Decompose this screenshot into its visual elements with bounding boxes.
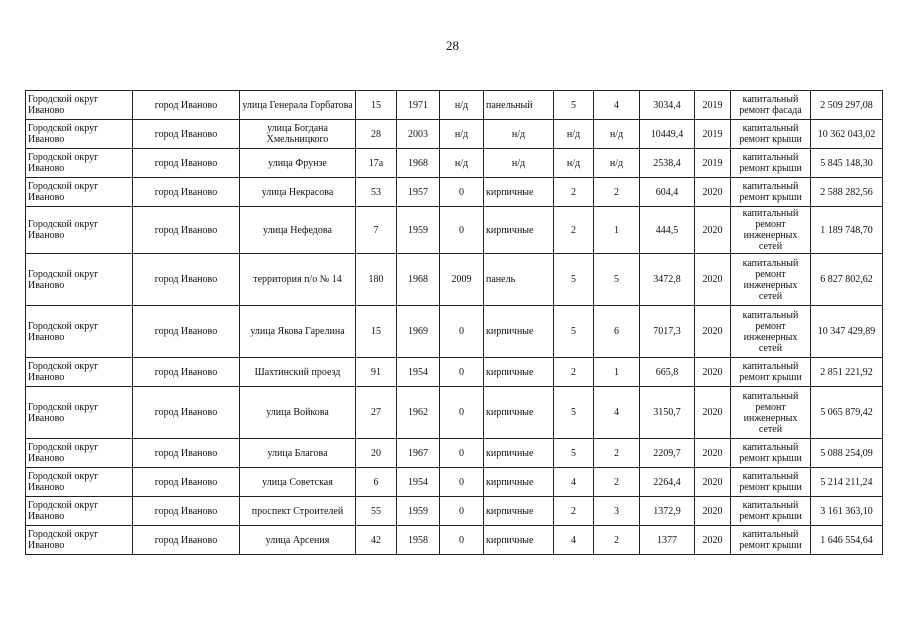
plan-year-cell: 2020	[695, 439, 731, 468]
floors-cell: 5	[554, 254, 594, 306]
settlement-cell: город Иваново	[133, 358, 240, 387]
cost-cell: 10 362 043,02	[811, 120, 883, 149]
table-row	[26, 387, 883, 439]
table-row	[26, 178, 883, 207]
year-built-cell: 1968	[397, 149, 440, 178]
overhaul-year-cell: 0	[440, 468, 484, 497]
cost-cell: 1 646 554,64	[811, 526, 883, 555]
street-cell: территория п/о № 14	[240, 254, 356, 306]
entrances-cell: 2	[594, 526, 640, 555]
plan-year-cell: 2019	[695, 149, 731, 178]
area-cell: 604,4	[640, 178, 695, 207]
table-row	[26, 91, 883, 120]
cost-cell: 3 161 363,10	[811, 497, 883, 526]
settlement-cell: город Иваново	[133, 91, 240, 120]
housing-repair-table	[25, 90, 883, 555]
wall-material-cell: кирпичные	[484, 439, 554, 468]
year-built-cell: 1958	[397, 526, 440, 555]
cost-cell: 5 214 211,24	[811, 468, 883, 497]
entrances-cell: 4	[594, 91, 640, 120]
settlement-cell: город Иваново	[133, 178, 240, 207]
overhaul-year-cell: 0	[440, 358, 484, 387]
house-number-cell: 42	[356, 526, 397, 555]
table-row	[26, 207, 883, 254]
wall-material-cell: н/д	[484, 149, 554, 178]
cost-cell: 2 851 221,92	[811, 358, 883, 387]
work-type-cell: капитальный ремонт инженерных сетей	[731, 254, 811, 306]
plan-year-cell: 2020	[695, 497, 731, 526]
table-row	[26, 439, 883, 468]
wall-material-cell: кирпичные	[484, 387, 554, 439]
area-cell: 1372,9	[640, 497, 695, 526]
work-type-cell: капитальный ремонт инженерных сетей	[731, 207, 811, 254]
street-cell: улица Богдана Хмельницкого	[240, 120, 356, 149]
year-built-cell: 1959	[397, 497, 440, 526]
year-built-cell: 1954	[397, 468, 440, 497]
cost-cell: 5 065 879,42	[811, 387, 883, 439]
settlement-cell: город Иваново	[133, 439, 240, 468]
area-cell: 3034,4	[640, 91, 695, 120]
cost-cell: 1 189 748,70	[811, 207, 883, 254]
overhaul-year-cell: н/д	[440, 120, 484, 149]
floors-cell: 5	[554, 387, 594, 439]
municipality-cell: Городской округ Иваново	[26, 149, 133, 178]
municipality-cell: Городской округ Иваново	[26, 439, 133, 468]
cost-cell: 2 588 282,56	[811, 178, 883, 207]
work-type-cell: капитальный ремонт крыши	[731, 178, 811, 207]
overhaul-year-cell: 0	[440, 207, 484, 254]
entrances-cell: н/д	[594, 149, 640, 178]
street-cell: улица Некрасова	[240, 178, 356, 207]
entrances-cell: 4	[594, 387, 640, 439]
municipality-cell: Городской округ Иваново	[26, 254, 133, 306]
work-type-cell: капитальный ремонт фасада	[731, 91, 811, 120]
street-cell: улица Якова Гарелина	[240, 306, 356, 358]
page-number: 28	[446, 38, 459, 53]
floors-cell: 4	[554, 468, 594, 497]
overhaul-year-cell: 0	[440, 387, 484, 439]
cost-cell: 5 845 148,30	[811, 149, 883, 178]
cost-cell: 5 088 254,09	[811, 439, 883, 468]
work-type-cell: капитальный ремонт инженерных сетей	[731, 387, 811, 439]
table-row	[26, 526, 883, 555]
floors-cell: н/д	[554, 149, 594, 178]
area-cell: 3150,7	[640, 387, 695, 439]
street-cell: улица Войкова	[240, 387, 356, 439]
table-row	[26, 468, 883, 497]
table-row	[26, 149, 883, 178]
overhaul-year-cell: 2009	[440, 254, 484, 306]
municipality-cell: Городской округ Иваново	[26, 387, 133, 439]
plan-year-cell: 2020	[695, 178, 731, 207]
settlement-cell: город Иваново	[133, 526, 240, 555]
settlement-cell: город Иваново	[133, 149, 240, 178]
area-cell: 665,8	[640, 358, 695, 387]
plan-year-cell: 2020	[695, 526, 731, 555]
cost-cell: 10 347 429,89	[811, 306, 883, 358]
municipality-cell: Городской округ Иваново	[26, 178, 133, 207]
municipality-cell: Городской округ Иваново	[26, 358, 133, 387]
floors-cell: 5	[554, 439, 594, 468]
house-number-cell: 27	[356, 387, 397, 439]
floors-cell: 2	[554, 178, 594, 207]
overhaul-year-cell: н/д	[440, 149, 484, 178]
house-number-cell: 17а	[356, 149, 397, 178]
table-row	[26, 497, 883, 526]
area-cell: 3472,8	[640, 254, 695, 306]
plan-year-cell: 2020	[695, 387, 731, 439]
work-type-cell: капитальный ремонт крыши	[731, 526, 811, 555]
wall-material-cell: кирпичные	[484, 497, 554, 526]
wall-material-cell: кирпичные	[484, 526, 554, 555]
plan-year-cell: 2019	[695, 120, 731, 149]
street-cell: Шахтинский проезд	[240, 358, 356, 387]
work-type-cell: капитальный ремонт инженерных сетей	[731, 306, 811, 358]
wall-material-cell: кирпичные	[484, 207, 554, 254]
area-cell: 2209,7	[640, 439, 695, 468]
table-row	[26, 254, 883, 306]
overhaul-year-cell: 0	[440, 306, 484, 358]
street-cell: проспект Строителей	[240, 497, 356, 526]
floors-cell: н/д	[554, 120, 594, 149]
area-cell: 1377	[640, 526, 695, 555]
settlement-cell: город Иваново	[133, 207, 240, 254]
house-number-cell: 180	[356, 254, 397, 306]
settlement-cell: город Иваново	[133, 468, 240, 497]
table-row	[26, 306, 883, 358]
work-type-cell: капитальный ремонт крыши	[731, 149, 811, 178]
work-type-cell: капитальный ремонт крыши	[731, 439, 811, 468]
municipality-cell: Городской округ Иваново	[26, 91, 133, 120]
year-built-cell: 1962	[397, 387, 440, 439]
floors-cell: 5	[554, 306, 594, 358]
street-cell: улица Благова	[240, 439, 356, 468]
settlement-cell: город Иваново	[133, 306, 240, 358]
work-type-cell: капитальный ремонт крыши	[731, 468, 811, 497]
settlement-cell: город Иваново	[133, 497, 240, 526]
cost-cell: 2 509 297,08	[811, 91, 883, 120]
area-cell: 444,5	[640, 207, 695, 254]
house-number-cell: 7	[356, 207, 397, 254]
municipality-cell: Городской округ Иваново	[26, 120, 133, 149]
plan-year-cell: 2020	[695, 468, 731, 497]
wall-material-cell: кирпичные	[484, 468, 554, 497]
wall-material-cell: кирпичные	[484, 358, 554, 387]
plan-year-cell: 2020	[695, 358, 731, 387]
municipality-cell: Городской округ Иваново	[26, 468, 133, 497]
house-number-cell: 15	[356, 306, 397, 358]
house-number-cell: 53	[356, 178, 397, 207]
year-built-cell: 1967	[397, 439, 440, 468]
municipality-cell: Городской округ Иваново	[26, 497, 133, 526]
house-number-cell: 28	[356, 120, 397, 149]
year-built-cell: 1971	[397, 91, 440, 120]
wall-material-cell: панельный	[484, 91, 554, 120]
work-type-cell: капитальный ремонт крыши	[731, 120, 811, 149]
street-cell: улица Арсения	[240, 526, 356, 555]
entrances-cell: 2	[594, 439, 640, 468]
house-number-cell: 15	[356, 91, 397, 120]
wall-material-cell: панель	[484, 254, 554, 306]
plan-year-cell: 2020	[695, 306, 731, 358]
floors-cell: 5	[554, 91, 594, 120]
entrances-cell: 3	[594, 497, 640, 526]
municipality-cell: Городской округ Иваново	[26, 526, 133, 555]
entrances-cell: н/д	[594, 120, 640, 149]
entrances-cell: 5	[594, 254, 640, 306]
overhaul-year-cell: 0	[440, 497, 484, 526]
year-built-cell: 1957	[397, 178, 440, 207]
year-built-cell: 1954	[397, 358, 440, 387]
overhaul-year-cell: 0	[440, 526, 484, 555]
wall-material-cell: кирпичные	[484, 178, 554, 207]
house-number-cell: 6	[356, 468, 397, 497]
street-cell: улица Генерала Горбатова	[240, 91, 356, 120]
area-cell: 10449,4	[640, 120, 695, 149]
entrances-cell: 2	[594, 468, 640, 497]
floors-cell: 4	[554, 526, 594, 555]
work-type-cell: капитальный ремонт крыши	[731, 497, 811, 526]
plan-year-cell: 2019	[695, 91, 731, 120]
settlement-cell: город Иваново	[133, 254, 240, 306]
year-built-cell: 1969	[397, 306, 440, 358]
settlement-cell: город Иваново	[133, 387, 240, 439]
year-built-cell: 1968	[397, 254, 440, 306]
cost-cell: 6 827 802,62	[811, 254, 883, 306]
area-cell: 7017,3	[640, 306, 695, 358]
house-number-cell: 55	[356, 497, 397, 526]
area-cell: 2538,4	[640, 149, 695, 178]
year-built-cell: 1959	[397, 207, 440, 254]
floors-cell: 2	[554, 207, 594, 254]
table-row	[26, 120, 883, 149]
overhaul-year-cell: 0	[440, 439, 484, 468]
plan-year-cell: 2020	[695, 254, 731, 306]
table-row	[26, 358, 883, 387]
street-cell: улица Фрунзе	[240, 149, 356, 178]
municipality-cell: Городской округ Иваново	[26, 306, 133, 358]
year-built-cell: 2003	[397, 120, 440, 149]
entrances-cell: 2	[594, 178, 640, 207]
entrances-cell: 6	[594, 306, 640, 358]
area-cell: 2264,4	[640, 468, 695, 497]
street-cell: улица Советская	[240, 468, 356, 497]
plan-year-cell: 2020	[695, 207, 731, 254]
floors-cell: 2	[554, 497, 594, 526]
overhaul-year-cell: н/д	[440, 91, 484, 120]
street-cell: улица Нефедова	[240, 207, 356, 254]
municipality-cell: Городской округ Иваново	[26, 207, 133, 254]
entrances-cell: 1	[594, 207, 640, 254]
house-number-cell: 20	[356, 439, 397, 468]
settlement-cell: город Иваново	[133, 120, 240, 149]
house-number-cell: 91	[356, 358, 397, 387]
overhaul-year-cell: 0	[440, 178, 484, 207]
floors-cell: 2	[554, 358, 594, 387]
entrances-cell: 1	[594, 358, 640, 387]
wall-material-cell: кирпичные	[484, 306, 554, 358]
work-type-cell: капитальный ремонт крыши	[731, 358, 811, 387]
wall-material-cell: н/д	[484, 120, 554, 149]
